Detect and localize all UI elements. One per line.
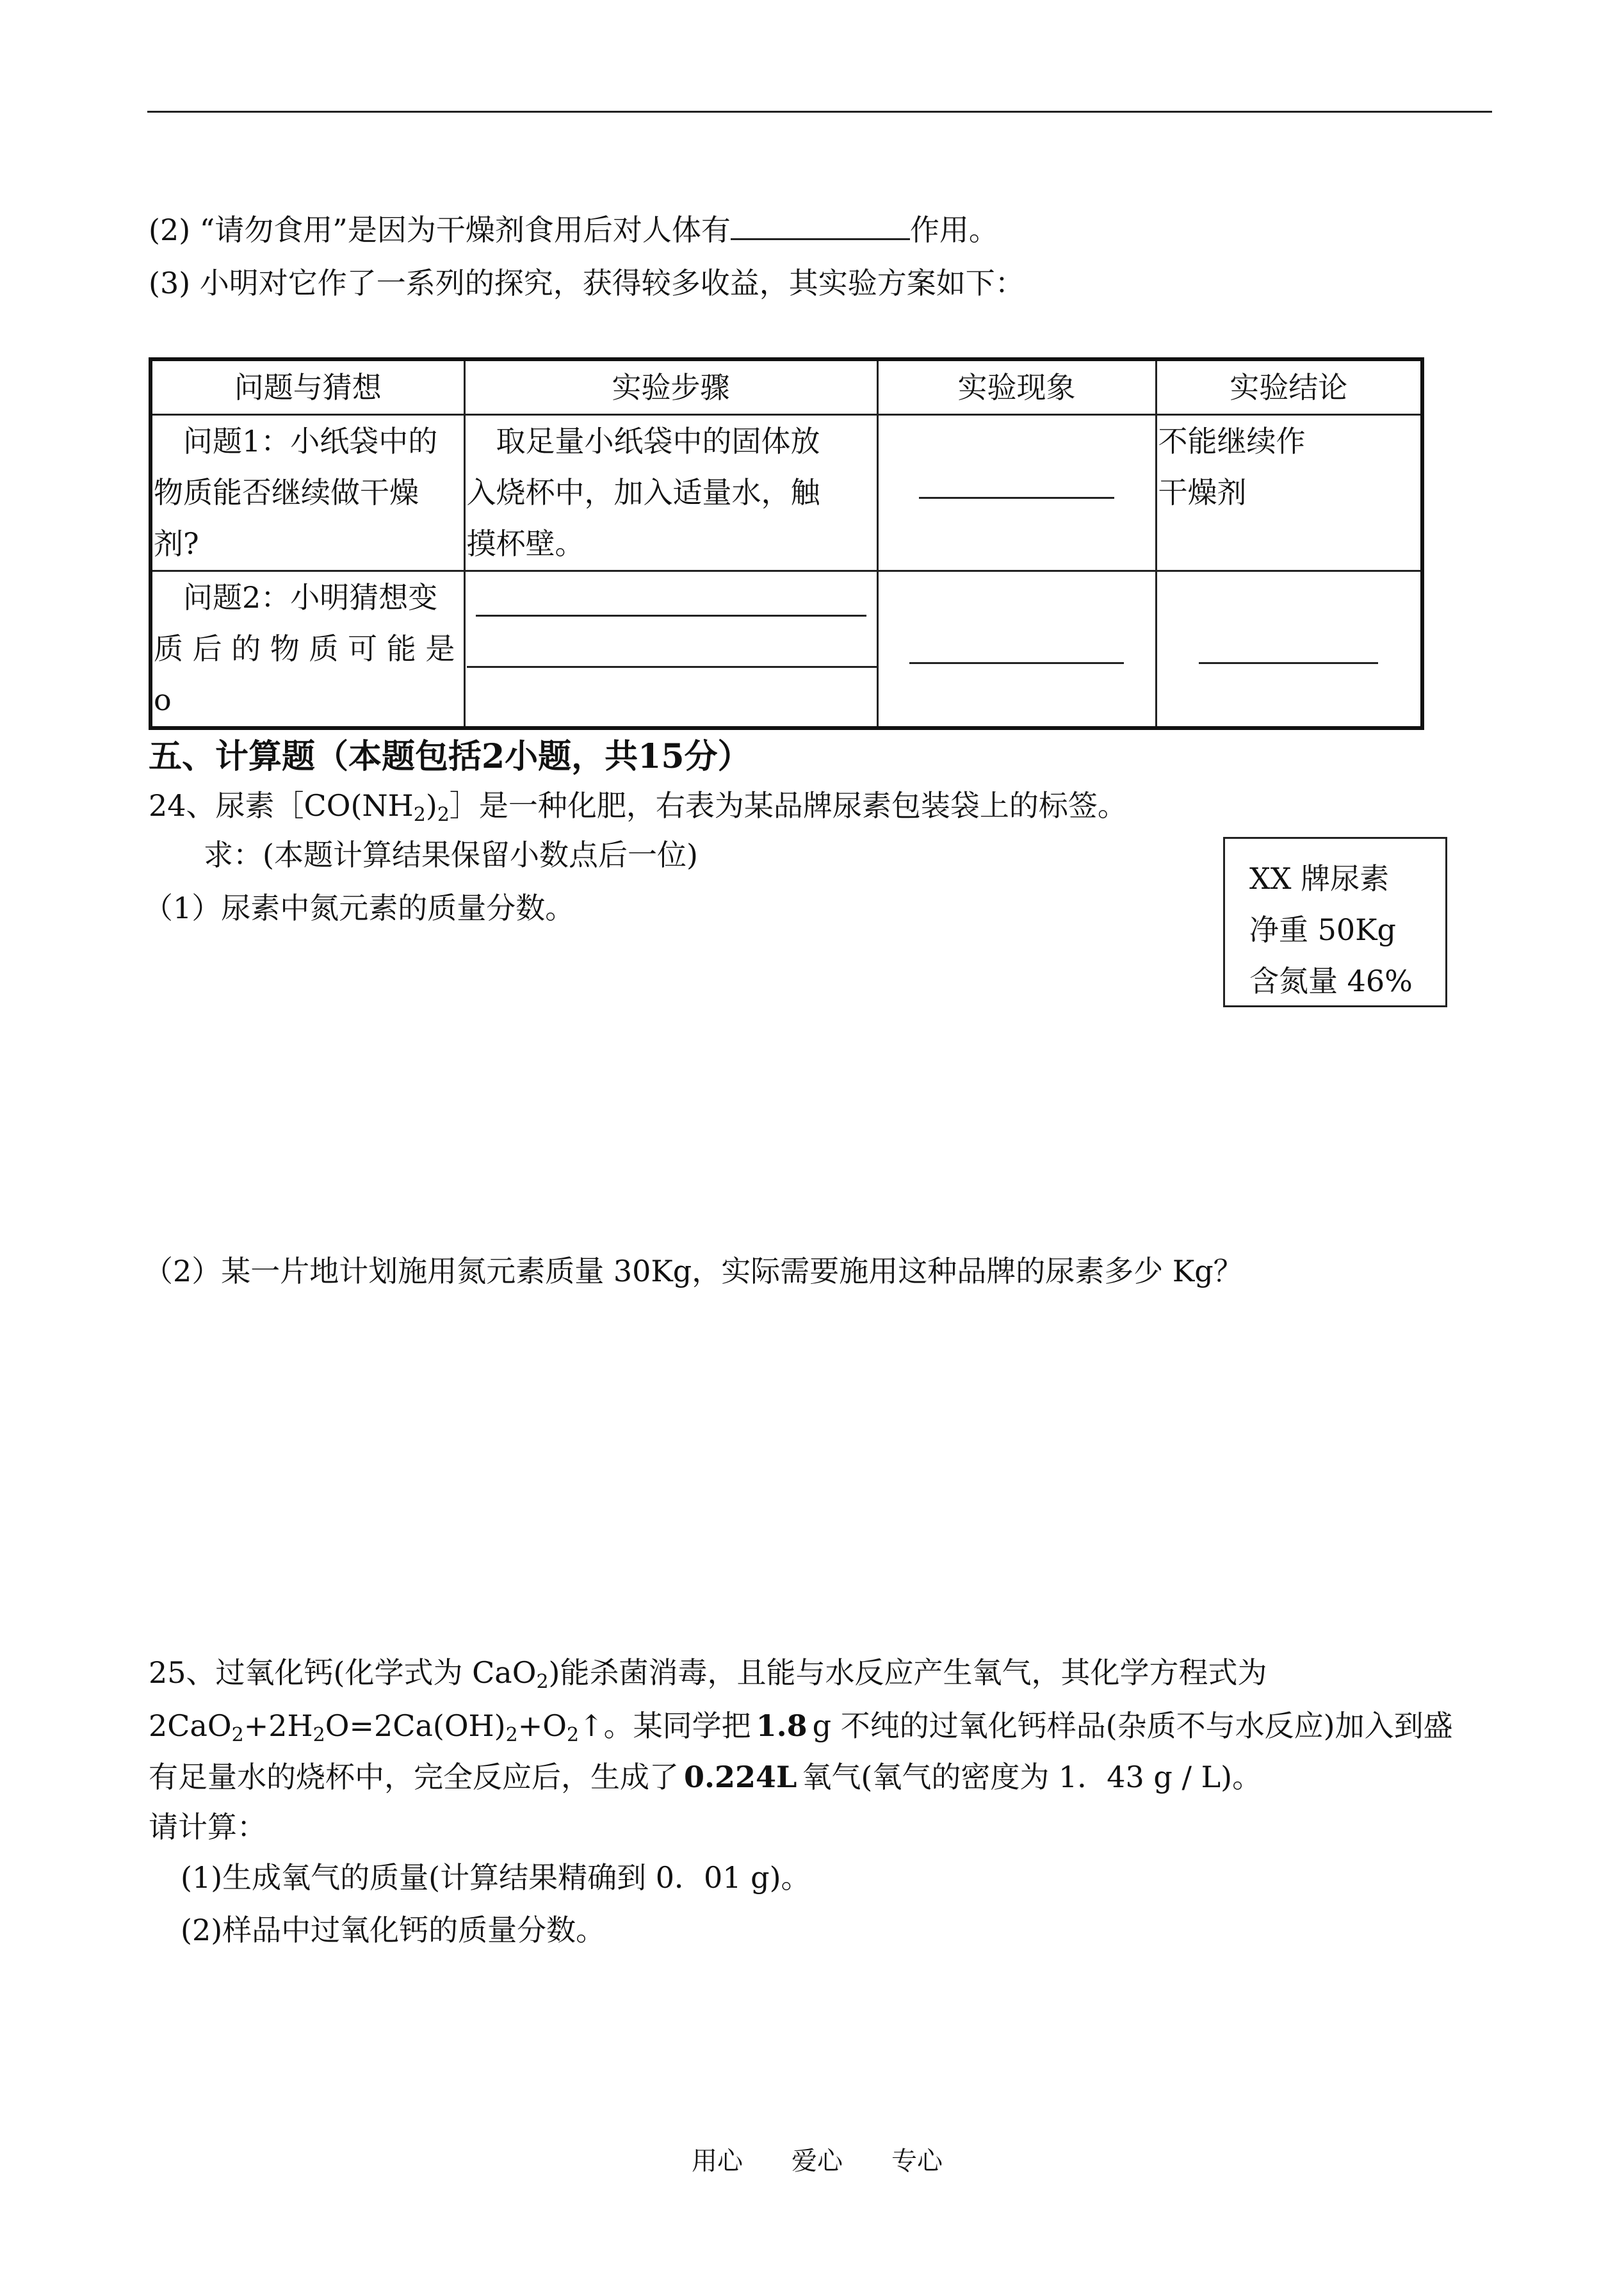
question-24-part2: （2）某一片地计划施用氮元素质量 30Kg，实际需要施用这种品牌的尿素多少 Kg？ xyxy=(143,1254,1243,1288)
section-title: 五、计算题（本题包括2小题，共15分） xyxy=(149,737,751,776)
question-2-line xyxy=(149,210,998,249)
row2-phenomenon xyxy=(877,571,1156,728)
answer-blank xyxy=(467,664,877,668)
footer-text-1: 用心 xyxy=(692,2146,743,2176)
table-row xyxy=(150,571,1422,728)
row2-conclusion xyxy=(1156,571,1422,728)
question-25-part1: (1)生成氧气的质量(计算结果精确到 0．01 g)。 xyxy=(181,1860,811,1895)
table-header-row xyxy=(150,359,1422,415)
question-24-part1: （1）尿素中氮元素的质量分数。 xyxy=(143,891,575,925)
question-25-part2: (2)样品中过氧化钙的质量分数。 xyxy=(181,1913,606,1947)
row1-steps: 取足量小纸袋中的固体放 入烧杯中，加入适量水，触 摸杯壁。 xyxy=(464,415,877,571)
label-nitrogen: 含氮量 46% xyxy=(1249,964,1413,998)
row2-question: 问题2：小明猜想变 质 后 的 物 质 可 能 是 o xyxy=(150,571,464,728)
row1-phenomenon xyxy=(877,415,1156,571)
question-25-line2: $2CaO_2+2H_2O=2Ca(OH)_2+O_2↑$。某同学把 1.8 g 不纯的过氧化钙样品(杂质不与水反应)加入到盛 xyxy=(149,1708,1453,1746)
table-row xyxy=(150,415,1422,571)
header-phenomenon: 实验现象 xyxy=(877,359,1156,415)
experiment-table xyxy=(149,357,1424,730)
question-3-line: (3) 小明对它作了一系列的探究，获得较多收益，其实验方案如下： xyxy=(149,266,1025,300)
answer-blank xyxy=(909,660,1124,664)
question-2-suffix: 作用。 xyxy=(909,213,998,247)
header-rule xyxy=(147,111,1492,113)
question-24-requirement: 求：(本题计算结果保留小数点后一位) xyxy=(204,838,698,872)
row1-question: 问题1：小纸袋中的 物质能否继续做干燥 剂? xyxy=(150,415,464,571)
answer-blank xyxy=(919,495,1114,499)
header-question: 问题与猜想 xyxy=(150,359,464,415)
question-2-text: (2) “请勿食用”是因为干燥剂食用后对人体有 xyxy=(149,213,731,247)
row2-steps xyxy=(464,571,877,728)
footer-text-3: 专心 xyxy=(891,2146,943,2176)
footer-text-2: 爱心 xyxy=(792,2146,843,2176)
urea-label-box xyxy=(1223,837,1447,1007)
answer-blank xyxy=(1199,660,1378,664)
question-25-line3: 有足量水的烧杯中，完全反应后，生成了 0.224L 氧气(氧气的密度为 1．43 g / L)。 xyxy=(149,1760,1262,1794)
header-conclusion: 实验结论 xyxy=(1156,359,1422,415)
label-weight: 净重 50Kg xyxy=(1249,912,1396,947)
answer-blank xyxy=(731,210,910,240)
question-24-intro: 24、尿素$[CO(NH_2)_2]$是一种化肥，右表为某品牌尿素包装袋上的标签。 xyxy=(149,788,1127,826)
label-brand: XX 牌尿素 xyxy=(1249,861,1390,896)
question-25-prompt: 请计算： xyxy=(149,1810,266,1844)
question-25-line1: 25、过氧化钙(化学式为 CaO$_2$)能杀菌消毒，且能与水反应产生氧气，其化学方程式为 xyxy=(149,1655,1267,1693)
header-steps: 实验步骤 xyxy=(464,359,877,415)
row1-conclusion: 不能继续作 干燥剂 xyxy=(1156,415,1422,571)
